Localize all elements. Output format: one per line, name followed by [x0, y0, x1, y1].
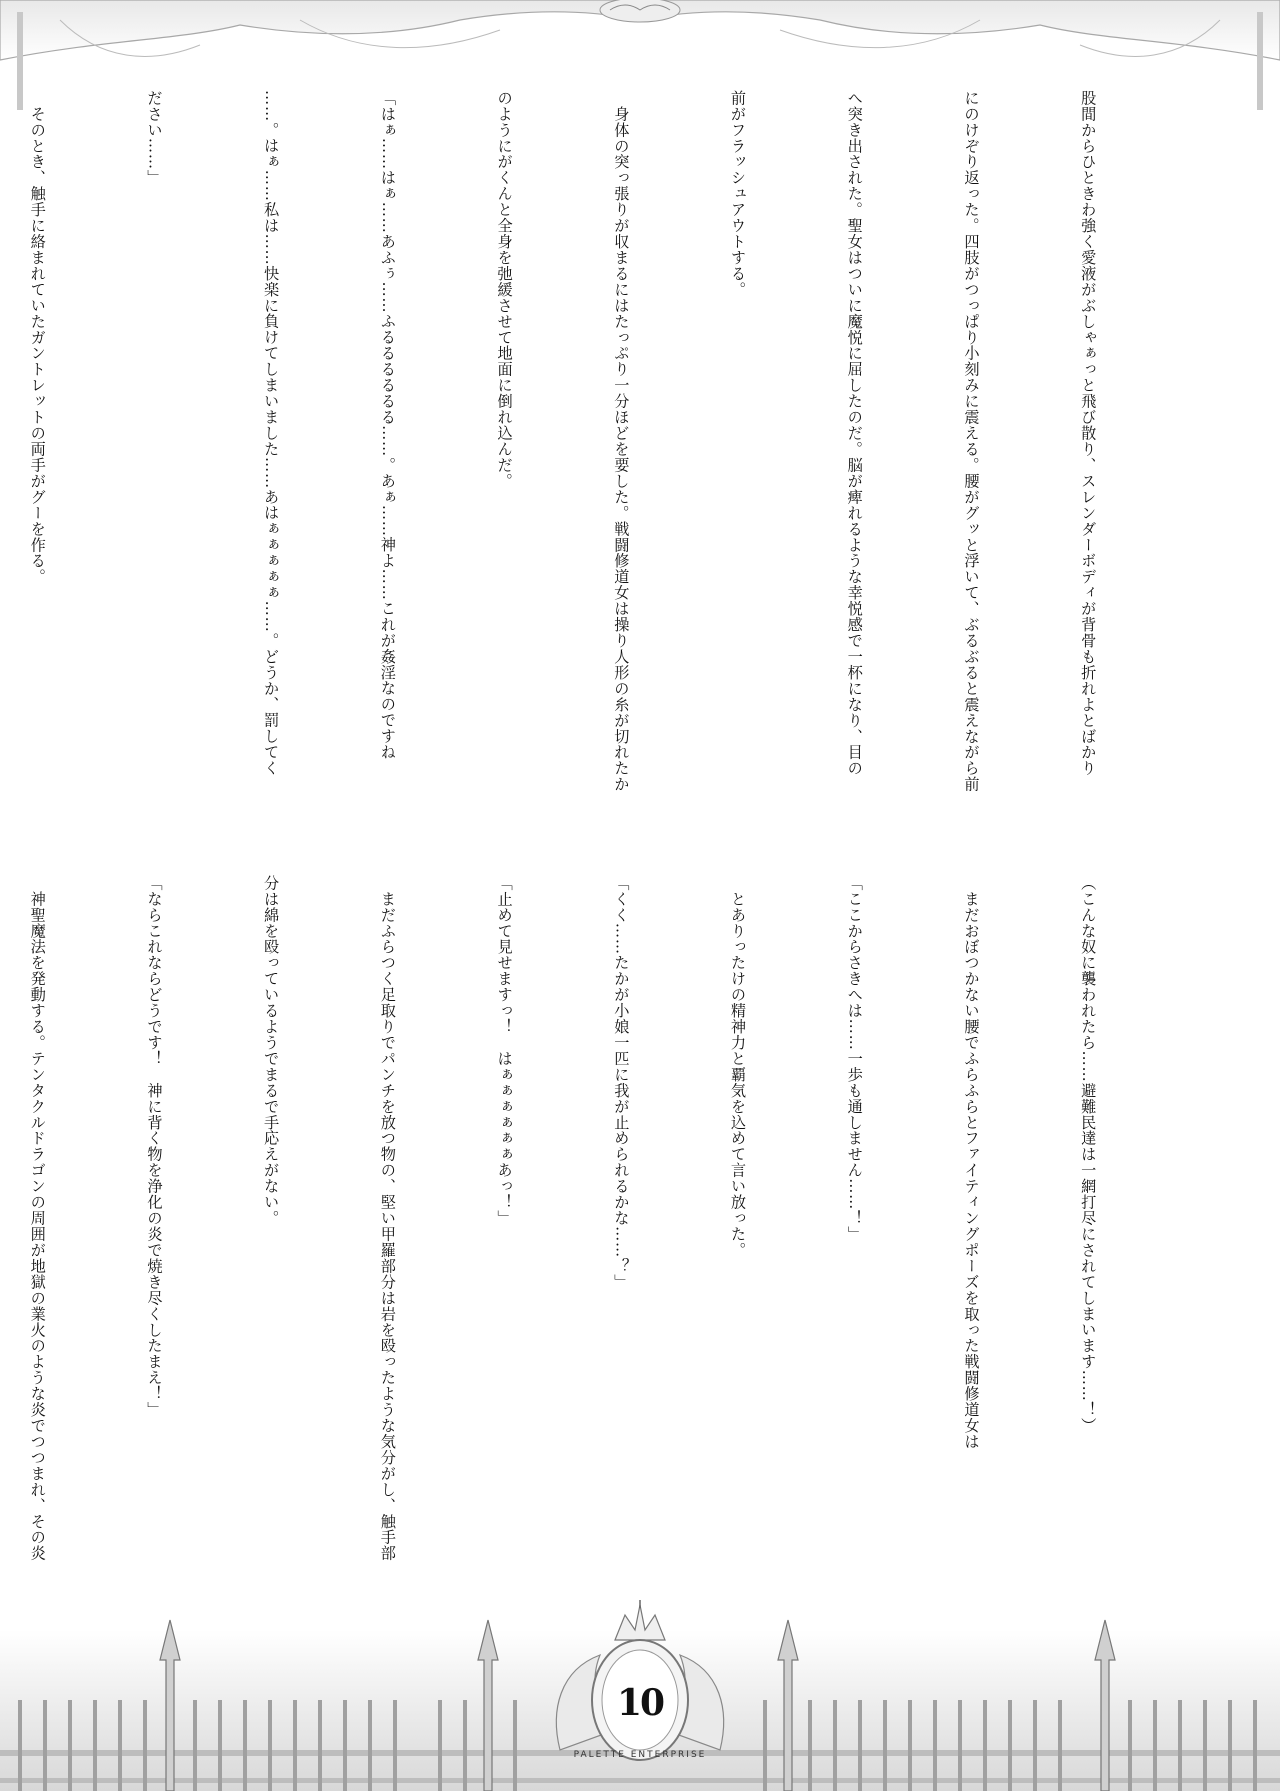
- text-column: 前がフラッシュアウトする。: [729, 90, 748, 298]
- publisher-mark: PALETTE ENTERPRISE: [573, 1750, 707, 1760]
- text-column: へ突き出された。聖女はついに魔悦に屈したのだ。脳が痺れるような幸悦感で一杯になり、目の: [845, 90, 864, 777]
- text-column: 「はぁ……はぁ……あふぅ……ふるるるるるる……。あぁ……神よ……これが姦淫なのですね: [378, 90, 397, 761]
- text-column: のようにがくんと全身を弛緩させて地面に倒れ込んだ。: [495, 90, 514, 489]
- text-column: まだふらつく足取りでパンチを放つ物の、堅い甲羅部分は岩を殴ったような気分がし、触手部: [378, 875, 397, 1562]
- text-column: 「止めて見せますっ！ はぁぁぁぁぁぁあっ！」: [495, 875, 514, 1227]
- text-column: そのとき、触手に絡まれていたガントレットの両手がグーを作る。: [28, 90, 47, 585]
- text-column: まだおぼつかない腰でふらふらとファイティングポーズを取った戦闘修道女は: [962, 875, 981, 1450]
- text-column: ……。はぁ……私は……快楽に負けてしまいました……あはぁぁぁぁぁ……。どうか、罰してく: [262, 90, 281, 777]
- text-column: 股間からひときわ強く愛液がぶしゃぁっと飛び散り、スレンダーボディが背骨も折れよとばかり: [1079, 90, 1098, 777]
- text-column: 「くく……たかが小娘一匹に我が止められるかな……？」: [612, 875, 631, 1290]
- text-column: にのけぞり返った。四肢がつっぱり小刻みに震える。腰がグッと浮いて、ぶるぶると震えながら前: [962, 90, 981, 793]
- story-text-lower: [28, 875, 1185, 1635]
- text-column: 分は綿を殴っているようでまるで手応えがない。: [262, 875, 281, 1227]
- page-emblem: [540, 1600, 740, 1791]
- top-ornament-icon: [600, 0, 680, 22]
- text-column: 身体の突っ張りが収まるにはたっぷり一分ほどを要した。戦闘修道女は操り人形の糸が切れたか: [612, 90, 631, 793]
- text-column: ださい……」: [145, 90, 164, 186]
- text-column: とありったけの精神力と覇気を込めて言い放った。: [729, 875, 748, 1259]
- page-number: 10: [616, 1682, 664, 1724]
- text-column: 「ここからさきへは……一歩も通しません……！」: [845, 875, 864, 1243]
- story-text-upper: [28, 90, 1185, 860]
- text-column: 神聖魔法を発動する。テンタクルドラゴンの周囲が地獄の業火のような炎でつつまれ、その炎: [28, 875, 47, 1562]
- text-column: （こんな奴に襲われたら……避難民達は一網打尽にされてしまいます……！）: [1079, 875, 1098, 1434]
- text-column: 「ならこれならどうです！ 神に背く物を浄化の炎で焼き尽くしたまえ！」: [145, 875, 164, 1418]
